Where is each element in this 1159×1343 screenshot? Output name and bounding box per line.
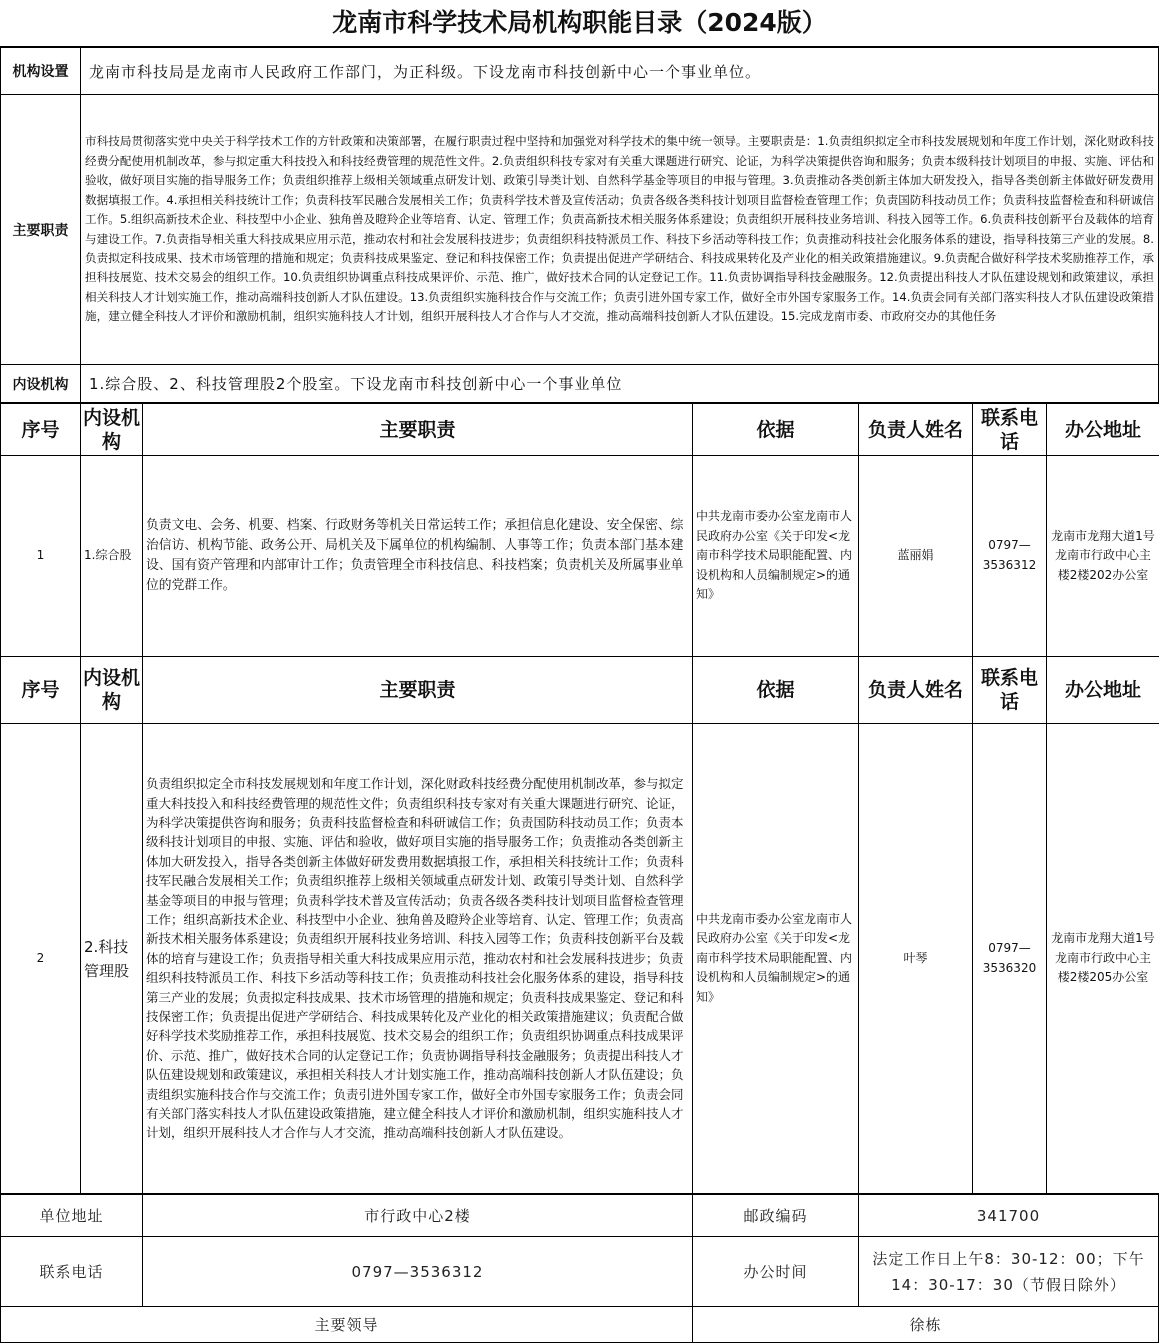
jigou-shezhi-row xyxy=(1,48,1159,95)
document-title: 龙南市科学技术局机构职能目录（2024版） xyxy=(0,0,1159,47)
row-duties: 负责组织拟定全市科技发展规划和年度工作计划，深化财政科技经费分配使用机制改革，参与拟定重大科技投入和科技经费管理的规范性文件；负责组织科技专家对有关重大课题进行研究、论证，为科学决策提供咨询和服务；负责科技监督检查和科研诚信工作；负责国防科技动员工作；负责本级科技计划项目的申报、实施、评估和验收，做好项目实施的指导服务工作；负责推动各类创新主体加大研发投入，指导各类创新主体做好研发费用数据填报工作，承担相关科技统计工作；负责科技军民融合发展相关工作；负责组织推荐上级相关领域重点研发计划、政策引导类计划、自然科学基金等项目的申报与管理；负责科学技术普及宣传活动；负责各级各类科技计划项目监督检查管理工作；组织高新技术企业、科技型中小企业、独角兽及瞪羚企业等培育、认定、管理工作；负责高新技术相关服务体系建设；负责组织开展科技业务培训、科技入园等工作；负责科技创新平台及载体的培育与建设工作；负责指导相关重大科技成果应用示范，推动农村和社会发展科技进步；负责组织科技特派员工作、科技下乡活动等科技工作；负责推动科技社会化服务体系的建设，指导科技第三产业的发展；负责拟定科技成果、技术市场管理的措施和规定；负责科技成果鉴定、登记和科技保密工作；负责提出促进产学研结合、科技成果转化及产业化的相关政策措施建议；负责配合做好科学技术奖励推荐工作，承担科技展览、技术交易会的组织工作；负责组织协调重点科技成果评价、示范、推广，做好技术合同的认定登记工作；负责协调指导科技金融服务；负责提出科技人才队伍建设规划和政策建议，承担相关科技人才计划实施工作，推动高端科技创新人才队伍建设；负责组织实施科技合作与交流工作；负责引进外国专家工作，做好全市外国专家服务工作；负责会同有关部门落实科技人才队伍建设政策措施，建立健全科技人才评价和激励机制，组织实施科技人才计划，组织开展科技人才合作与人才交流，推动高端科技创新人才队伍建设。 xyxy=(143,724,693,1194)
zhuyao-zhize-label: 主要职责 xyxy=(1,95,81,365)
footer-leader-row xyxy=(1,1307,1159,1343)
row-seq: 2 xyxy=(1,724,81,1194)
table-row xyxy=(1,456,1159,657)
header-dept: 内设机构 xyxy=(81,657,143,724)
table-row xyxy=(1,724,1159,1194)
row-basis: 中共龙南市委办公室龙南市人民政府办公室《关于印发<龙南市科学技术局职能配置、内设机构和人员编制规定>的通知》 xyxy=(693,456,859,657)
address-value: 市行政中心2楼 xyxy=(143,1195,693,1237)
header-duties: 主要职责 xyxy=(143,657,693,724)
row-basis: 中共龙南市委办公室龙南市人民政府办公室《关于印发<龙南市科学技术局职能配置、内设机构和人员编制规定>的通知》 xyxy=(693,724,859,1194)
header-address: 办公地址 xyxy=(1047,657,1159,724)
header-person: 负责人姓名 xyxy=(859,657,973,724)
jigou-shezhi-label: 机构设置 xyxy=(1,48,81,95)
phone-value: 0797—3536312 xyxy=(143,1237,693,1307)
header-duties: 主要职责 xyxy=(143,404,693,456)
zhuyao-zhize-row xyxy=(1,95,1159,365)
footer-table xyxy=(0,1194,1159,1343)
postcode-value: 341700 xyxy=(859,1195,1159,1237)
hours-label: 办公时间 xyxy=(693,1237,859,1307)
footer-address-row xyxy=(1,1195,1159,1237)
row-seq: 1 xyxy=(1,456,81,657)
phone-label: 联系电话 xyxy=(1,1237,143,1307)
header-seq: 序号 xyxy=(1,657,81,724)
header-seq: 序号 xyxy=(1,404,81,456)
row-person: 叶琴 xyxy=(859,724,973,1194)
row-address: 龙南市龙翔大道1号龙南市行政中心主楼2楼205办公室 xyxy=(1047,724,1159,1194)
postcode-label: 邮政编码 xyxy=(693,1195,859,1237)
neishe-jigou-text: 1.综合股、2、科技管理股2个股室。下设龙南市科技创新中心一个事业单位 xyxy=(81,365,1159,403)
row-person: 蓝丽娟 xyxy=(859,456,973,657)
leader-value: 徐栋 xyxy=(693,1307,1159,1343)
header-phone: 联系电话 xyxy=(973,657,1047,724)
header-person: 负责人姓名 xyxy=(859,404,973,456)
address-label: 单位地址 xyxy=(1,1195,143,1237)
header-basis: 依据 xyxy=(693,404,859,456)
row-address: 龙南市龙翔大道1号龙南市行政中心主楼2楼202办公室 xyxy=(1047,456,1159,657)
row-phone: 0797—3536312 xyxy=(973,456,1047,657)
row-duties: 负责文电、会务、机要、档案、行政财务等机关日常运转工作；承担信息化建设、安全保密、综治信访、机构节能、政务公开、局机关及下属单位的机构编制、人事等工作；负责本部门基本建设、国有资产管理和内部审计工作；负责管理全市科技信息、科技档案；负责机关及所属事业单位的党群工作。 xyxy=(143,456,693,657)
department-table xyxy=(0,403,1159,1194)
neishe-jigou-row xyxy=(1,365,1159,403)
row-dept: 2.科技管理股 xyxy=(81,724,143,1194)
header-phone: 联系电话 xyxy=(973,404,1047,456)
hours-value: 法定工作日上午8：30-12：00；下午14：30-17：30（节假日除外） xyxy=(859,1237,1159,1307)
header-basis: 依据 xyxy=(693,657,859,724)
footer-phone-row xyxy=(1,1237,1159,1307)
zhuyao-zhize-text: 市科技局贯彻落实党中央关于科学技术工作的方针政策和决策部署，在履行职责过程中坚持和加强党对科学技术的集中统一领导。主要职责是：1.负责组织拟定全市科技发展规划和年度工作计划，深化财政科技经费分配使用机制改革，参与拟定重大科技投入和科技经费管理的规范性文件。2.负责组织科技专家对有关重大课题进行研究、论证，为科学决策提供咨询和服务；负责本级科技计划项目的申报、实施、评估和验收，做好项目实施的指导服务工作；负责组织推荐上级相关领域重点研发计划、政策引导类计划、自然科学基金等项目的申报与管理。3.负责推动各类创新主体加大研发投入，指导各类创新主体做好研发费用数据填报工作。4.承担相关科技统计工作；负责科技军民融合发展相关工作；负责科学技术普及宣传活动；负责各级各类科技计划项目监督检查管理工作；负责国防科技动员工作；负责科技监督检查和科研诚信工作。5.组织高新技术企业、科技型中小企业、独角兽及瞪羚企业等培育、认定、管理工作；负责高新技术相关服务体系建设；负责组织开展科技业务培训、科技入园等工作。6.负责科技创新平台及载体的培育与建设工作。7.负责指导相关重大科技成果应用示范，推动农村和社会发展科技进步；负责组织科技特派员工作、科技下乡活动等科技工作；负责推动科技社会化服务体系的建设，指导科技第三产业的发展。8.负责拟定科技成果、技术市场管理的措施和规定；负责科技成果鉴定、登记和科技保密工作；负责提出促进产学研结合、科技成果转化及产业化的相关政策措施建议。9.负责配合做好科学技术奖励推荐工作，承担科技展览、技术交易会的组织工作。10.负责组织协调重点科技成果评价、示范、推广，做好技术合同的认定登记工作。11.负责协调指导科技金融服务。12.负责提出科技人才队伍建设规划和政策建议，承担相关科技人才计划实施工作，推动高端科技创新人才队伍建设。13.负责组织实施科技合作与交流工作；负责引进外国专家工作，做好全市外国专家服务工作。14.负责会同有关部门落实科技人才队伍建设政策措施，建立健全科技人才评价和激励机制，组织实施科技人才计划，组织开展科技人才合作与人才交流，推动高端科技创新人才队伍建设。15.完成龙南市委、市政府交办的其他任务 xyxy=(81,95,1159,365)
leader-label: 主要领导 xyxy=(1,1307,693,1343)
row-dept: 1.综合股 xyxy=(81,456,143,657)
neishe-jigou-label: 内设机构 xyxy=(1,365,81,403)
header-dept: 内设机构 xyxy=(81,404,143,456)
summary-table xyxy=(0,47,1159,403)
header-row xyxy=(1,404,1159,456)
row-phone: 0797—3536320 xyxy=(973,724,1047,1194)
jigou-shezhi-text: 龙南市科技局是龙南市人民政府工作部门，为正科级。下设龙南市科技创新中心一个事业单位。 xyxy=(81,48,1159,95)
header-address: 办公地址 xyxy=(1047,404,1159,456)
header-row xyxy=(1,657,1159,724)
